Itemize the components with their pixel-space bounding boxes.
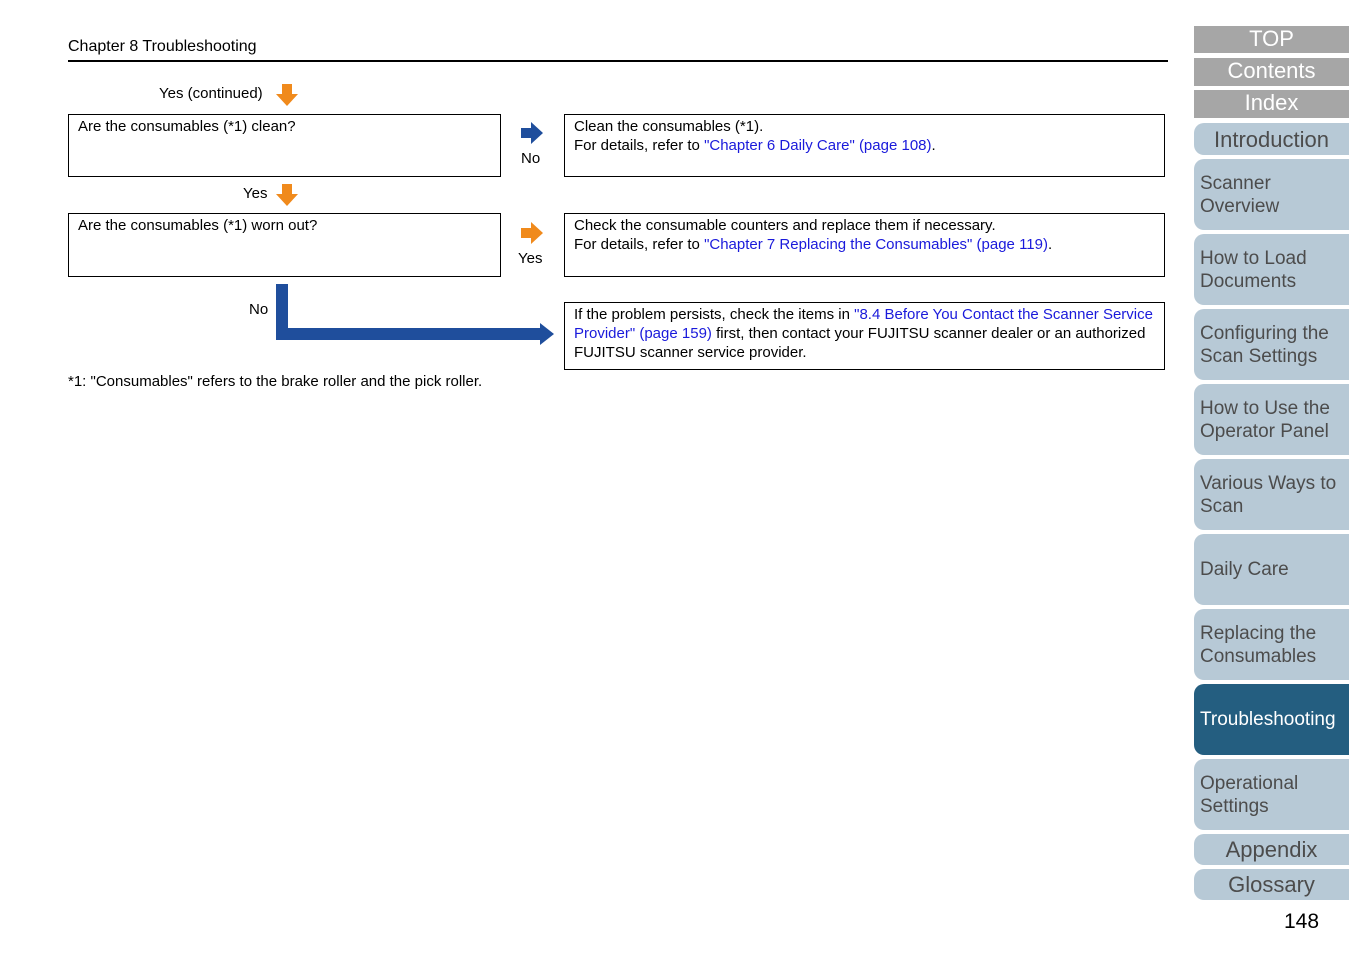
answer-clean-consumables [564,114,1165,177]
answer-text: Check the consumable counters and replace them if necessary. [574,217,996,234]
daily-care-link[interactable]: "Chapter 6 Daily Care" (page 108) [704,137,932,154]
footnote: *1: "Consumables" refers to the brake roller and the pick roller. [68,373,483,390]
question-consumables-clean [68,114,501,177]
nav-daily-care[interactable] [1194,534,1349,605]
question-text: Are the consumables (*1) worn out? [78,217,318,234]
reference-suffix: . [1047,236,1053,253]
before-you-contact-link[interactable]: "8.4 Before You Contact the Scanner Service Provider" (page 159) [574,306,1153,342]
yes-label: Yes [518,250,543,267]
nav-top-button[interactable]: TOP [1194,26,1349,53]
nav-introduction[interactable] [1194,123,1349,155]
blue-elbow-arrow-icon [274,284,556,348]
nav-label: Troubleshooting [1200,709,1336,730]
nav-glossary[interactable] [1194,869,1349,900]
no-label: No [521,150,541,167]
yes-label: Yes [243,185,268,202]
reference-suffix: . [931,137,936,154]
answer-contact-service [564,302,1165,370]
nav-contents-button[interactable]: Contents [1194,58,1349,86]
orange-down-arrow-icon [276,184,298,206]
header-divider [68,60,1168,62]
blue-right-arrow-icon [521,122,543,144]
orange-down-arrow-icon [276,84,298,106]
nav-label: Configuring the Scan Settings [1200,322,1329,367]
page-number: 148 [1284,910,1320,933]
nav-configuring[interactable] [1194,309,1349,380]
nav-various-ways[interactable] [1194,459,1349,530]
nav-label: Various Ways to Scan [1200,472,1337,517]
answer-suffix: first, then contact your FUJITSU scanner dealer or an authorized FUJITSU scanner service provider. [574,325,1146,361]
nav-label: How to Use the Operator Panel [1200,397,1330,442]
question-text: Are the consumables (*1) clean? [78,118,296,135]
answer-prefix: If the problem persists, check the items in [574,306,855,323]
nav-operator-panel[interactable] [1194,384,1349,455]
nav-how-to-load[interactable] [1194,234,1349,305]
nav-scanner-overview[interactable] [1194,159,1349,230]
no-label: No [249,301,269,318]
nav-label: How to Load Documents [1200,247,1307,292]
question-consumables-worn-out [68,213,501,277]
chapter-title: Chapter 8 Troubleshooting [68,38,257,55]
orange-right-arrow-icon [521,222,543,244]
nav-label: Appendix [1225,837,1318,862]
reference-prefix: For details, refer to [574,137,705,154]
reference-prefix: For details, refer to [574,236,705,253]
answer-reference [574,136,1155,155]
nav-troubleshooting[interactable] [1194,684,1349,755]
nav-label: Replacing the Consumables [1200,622,1317,667]
nav-replacing[interactable] [1194,609,1349,680]
replacing-consumables-link[interactable]: "Chapter 7 Replacing the Consumables" (page 119) [704,236,1048,253]
answer-replace-consumables [564,213,1165,277]
answer-reference [574,235,1155,254]
nav-label: Introduction [1214,126,1329,152]
nav-label: Operational Settings [1200,772,1299,817]
nav-index-button[interactable]: Index [1194,90,1349,118]
nav-label: Daily Care [1200,559,1289,580]
nav-operational[interactable] [1194,759,1349,830]
nav-label: Scanner Overview [1200,172,1280,217]
continued-label: Yes (continued) [159,85,263,102]
nav-appendix[interactable] [1194,834,1349,865]
nav-label: Glossary [1228,872,1315,897]
answer-text: Clean the consumables (*1). [574,118,764,135]
